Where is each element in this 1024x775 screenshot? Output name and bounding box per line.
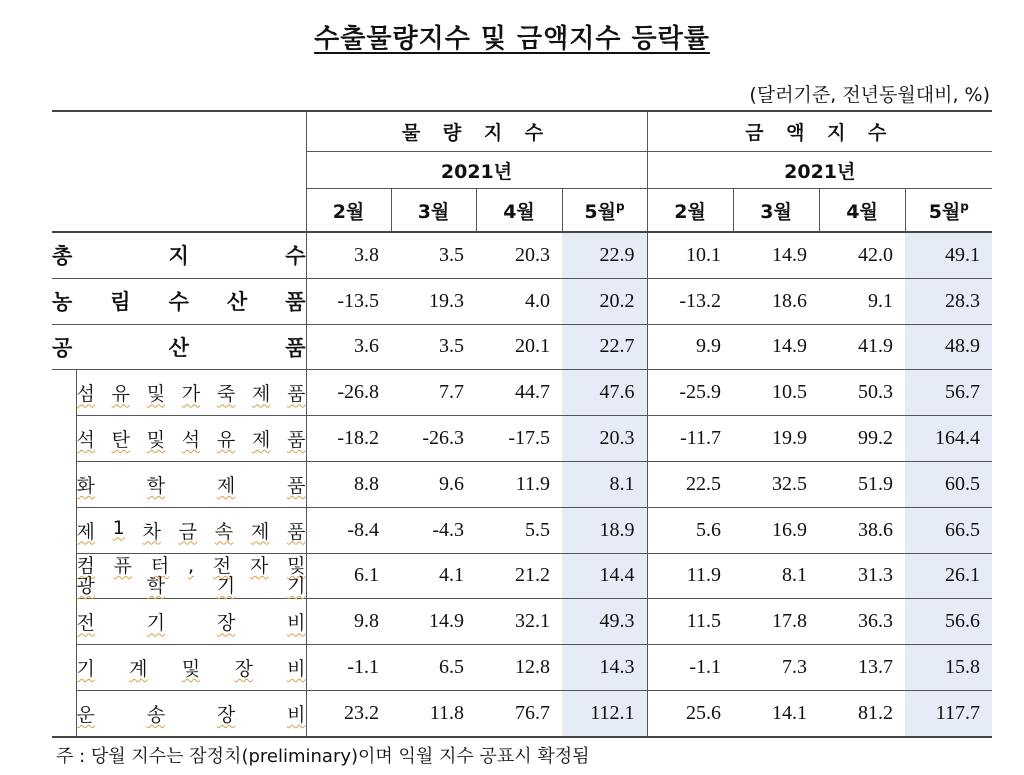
volume-cell: 32.1 (476, 599, 562, 645)
indent-cell (52, 370, 76, 737)
value-cell: 56.6 (905, 599, 992, 645)
row-label-text: 화 학 제 품 (76, 474, 306, 497)
volume-cell: 3.6 (306, 324, 391, 370)
index-table (52, 110, 992, 738)
month-header: 4월 (819, 189, 905, 233)
table-row (52, 232, 992, 278)
row-label-text: 섬 유 및 가 죽 제 품 (76, 383, 306, 406)
value-cell: 10.1 (647, 232, 733, 278)
table-row (52, 507, 992, 553)
value-cell: 15.8 (905, 645, 992, 691)
volume-cell: 4.0 (476, 278, 562, 324)
value-cell: 99.2 (819, 416, 905, 462)
volume-cell: 20.2 (562, 278, 647, 324)
preliminary-mark: p (616, 199, 625, 214)
table-row (52, 461, 992, 507)
value-cell: 36.3 (819, 599, 905, 645)
table-row (52, 278, 992, 324)
volume-cell: -17.5 (476, 416, 562, 462)
volume-cell: 14.3 (562, 645, 647, 691)
volume-cell: 44.7 (476, 370, 562, 416)
volume-cell: -26.8 (306, 370, 391, 416)
volume-cell: 6.1 (306, 553, 391, 599)
stub-header (52, 111, 306, 232)
volume-cell: 5.5 (476, 507, 562, 553)
volume-cell: -13.5 (306, 278, 391, 324)
volume-cell: 7.7 (391, 370, 476, 416)
row-label-text: 기 계 및 장 비 (76, 658, 306, 681)
value-cell: 9.9 (647, 324, 733, 370)
row-label (52, 232, 306, 278)
volume-cell: 9.6 (391, 461, 476, 507)
value-cell: 13.7 (819, 645, 905, 691)
value-cell: -1.1 (647, 645, 733, 691)
volume-cell: 14.9 (391, 599, 476, 645)
value-cell: 18.6 (733, 278, 819, 324)
value-cell: -25.9 (647, 370, 733, 416)
row-label (76, 690, 306, 736)
row-label-text: 컴 퓨 터 , 전 자 및 (76, 554, 306, 577)
year-header-value: 2021년 (647, 152, 992, 189)
value-cell: 56.7 (905, 370, 992, 416)
volume-cell: 9.8 (306, 599, 391, 645)
value-cell: 9.1 (819, 278, 905, 324)
value-cell: 14.1 (733, 690, 819, 736)
volume-cell: -4.3 (391, 507, 476, 553)
group-header-value: 금 액 지 수 (647, 111, 992, 152)
value-cell: 14.9 (733, 324, 819, 370)
volume-cell: 12.8 (476, 645, 562, 691)
value-cell: 22.5 (647, 461, 733, 507)
table-row (52, 599, 992, 645)
row-label-text: 총 지 수 (52, 244, 306, 269)
table-row (52, 370, 992, 416)
unit-note: (달러기준, 전년동월대비, %) (749, 84, 990, 106)
month-header: 2월 (306, 189, 391, 233)
row-label-text: 공 산 품 (52, 335, 306, 360)
volume-cell: 112.1 (562, 690, 647, 736)
table-row (52, 416, 992, 462)
value-cell: 164.4 (905, 416, 992, 462)
table-row (52, 645, 992, 691)
value-cell: -13.2 (647, 278, 733, 324)
month-header: 5월$^p$ (905, 189, 992, 233)
volume-cell: 23.2 (306, 690, 391, 736)
month-header: 4월 (476, 189, 562, 233)
row-label (76, 370, 306, 416)
value-cell: 16.9 (733, 507, 819, 553)
value-cell: -11.7 (647, 416, 733, 462)
value-cell: 19.9 (733, 416, 819, 462)
row-label-text: 석 탄 및 석 유 제 품 (76, 429, 306, 452)
volume-cell: 18.9 (562, 507, 647, 553)
volume-cell: -18.2 (306, 416, 391, 462)
volume-cell: 11.9 (476, 461, 562, 507)
volume-cell: 19.3 (391, 278, 476, 324)
row-label (76, 553, 306, 599)
table-title: 수출물량지수 및 금액지수 등락률 (314, 24, 710, 54)
volume-cell: 49.3 (562, 599, 647, 645)
value-cell: 60.5 (905, 461, 992, 507)
value-cell: 10.5 (733, 370, 819, 416)
value-cell: 48.9 (905, 324, 992, 370)
value-cell: 7.3 (733, 645, 819, 691)
year-header-volume: 2021년 (306, 152, 647, 189)
row-label-text: 전 기 장 비 (76, 612, 306, 635)
value-cell: 8.1 (733, 553, 819, 599)
value-cell: 11.5 (647, 599, 733, 645)
row-label (76, 599, 306, 645)
row-label (52, 324, 306, 370)
volume-cell: 76.7 (476, 690, 562, 736)
row-label (76, 461, 306, 507)
volume-cell: 14.4 (562, 553, 647, 599)
volume-cell: 20.3 (476, 232, 562, 278)
volume-cell: 22.9 (562, 232, 647, 278)
volume-cell: -26.3 (391, 416, 476, 462)
footnote: 주 : 당월 지수는 잠정치(preliminary)이며 익월 지수 공표시 확정됨 (56, 746, 590, 767)
row-label (52, 278, 306, 324)
volume-cell: 3.8 (306, 232, 391, 278)
value-cell: 41.9 (819, 324, 905, 370)
volume-cell: 47.6 (562, 370, 647, 416)
row-label-text: 광 학 기 기 (76, 574, 306, 597)
volume-cell: 4.1 (391, 553, 476, 599)
volume-cell: 3.5 (391, 232, 476, 278)
volume-cell: 22.7 (562, 324, 647, 370)
volume-cell: 8.8 (306, 461, 391, 507)
volume-cell: 11.8 (391, 690, 476, 736)
value-cell: 42.0 (819, 232, 905, 278)
value-cell: 49.1 (905, 232, 992, 278)
volume-cell: 8.1 (562, 461, 647, 507)
value-cell: 5.6 (647, 507, 733, 553)
value-cell: 14.9 (733, 232, 819, 278)
value-cell: 66.5 (905, 507, 992, 553)
month-header: 3월 (391, 189, 476, 233)
value-cell: 38.6 (819, 507, 905, 553)
value-cell: 50.3 (819, 370, 905, 416)
table-row (52, 553, 992, 599)
group-header-volume: 물 량 지 수 (306, 111, 647, 152)
value-cell: 25.6 (647, 690, 733, 736)
volume-cell: 20.3 (562, 416, 647, 462)
value-cell: 26.1 (905, 553, 992, 599)
row-label-text: 농 림 수 산 품 (52, 290, 306, 315)
volume-cell: 3.5 (391, 324, 476, 370)
value-cell: 81.2 (819, 690, 905, 736)
row-label (76, 507, 306, 553)
value-cell: 31.3 (819, 553, 905, 599)
table-row (52, 324, 992, 370)
row-label (76, 416, 306, 462)
value-cell: 28.3 (905, 278, 992, 324)
value-cell: 117.7 (905, 690, 992, 736)
row-label-text: 운 송 장 비 (76, 703, 306, 726)
volume-cell: 20.1 (476, 324, 562, 370)
table-row (52, 690, 992, 736)
value-cell: 51.9 (819, 461, 905, 507)
preliminary-mark: p (960, 199, 969, 214)
volume-cell: -8.4 (306, 507, 391, 553)
row-label (76, 645, 306, 691)
month-header: 3월 (733, 189, 819, 233)
volume-cell: 6.5 (391, 645, 476, 691)
volume-cell: -1.1 (306, 645, 391, 691)
month-header: 2월 (647, 189, 733, 233)
row-label-text: 제 1 차 금 속 제 품 (76, 516, 306, 543)
value-cell: 17.8 (733, 599, 819, 645)
value-cell: 32.5 (733, 461, 819, 507)
volume-cell: 21.2 (476, 553, 562, 599)
value-cell: 11.9 (647, 553, 733, 599)
month-header: 5월$^p$ (562, 189, 647, 233)
